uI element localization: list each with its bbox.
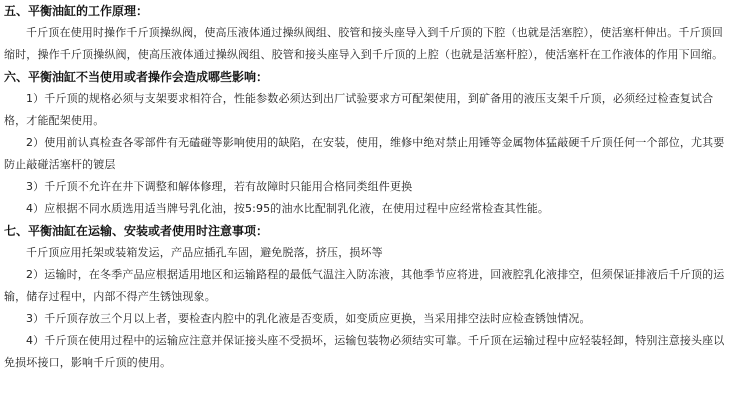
- section-heading-improper-use: 六、平衡油缸不当使用或者操作会造成哪些影响：: [4, 70, 269, 84]
- paragraph-precautions-4: 4）千斤顶在使用过程中的运输应注意并保证接头座不受损坏，运输包装物必须结实可靠。千斤顶在运输过程中应轻装轻卸，特别注意接头座以免损坏接口，影响千斤顶的使用。: [4, 334, 725, 369]
- paragraph-improper-use-2: 2）使用前认真检查各零部件有无磕碰等影响使用的缺陷，在安装，使用，维修中绝对禁止用锤等金属物体猛敲硬千斤顶任何一个部位，尤其要防止敲碰活塞杆的镀层: [4, 136, 725, 171]
- paragraph-precautions-2: 2）运输时，在冬季产品应根据适用地区和运输路程的最低气温注入防冻液，其他季节应将进，回液腔乳化液排空，但须保证排液后千斤顶的运输，储存过程中，内部不得产生锈蚀现象。: [4, 268, 725, 303]
- section-heading-precautions: 七、平衡油缸在运输、安装或者使用时注意事项：: [4, 224, 269, 238]
- paragraph-precautions-1: 千斤顶应用托架或装箱发运，产品应插孔车固，避免脱落，挤压，损坏等: [26, 246, 383, 259]
- paragraph-improper-use-3: 3）千斤顶不允许在井下调整和解体修理，若有故障时只能用合格同类组件更换: [26, 180, 413, 193]
- paragraph-improper-use-1: 1）千斤顶的规格必须与支架要求相符合，性能参数必须达到出厂试验要求方可配架使用，到矿备用的液压支架千斤顶，必须经过检查复试合格，才能配架使用。: [4, 92, 714, 127]
- paragraph-improper-use-4: 4）应根据不同水质选用适当牌号乳化油，按5:95的油水比配制乳化液，在使用过程中应经常检查其性能。: [26, 202, 550, 215]
- section-heading-working-principle: 五、平衡油缸的工作原理：: [4, 4, 149, 18]
- paragraph-working-principle: 千斤顶在使用时操作千斤顶操纵阀，使高压液体通过操纵阀组、胶管和接头座导入到千斤顶的下腔（也就是活塞腔），使活塞杆伸出。千斤顶回缩时，操作千斤顶操纵阀，使高压液体通过操纵阀组、胶管和接头座导入到千斤顶的上腔（也就是活塞杆腔），使活塞杆在工作液体的作用下回缩。: [4, 26, 724, 61]
- paragraph-precautions-3: 3）千斤顶存放三个月以上者，要检查内腔中的乳化液是否变质，如变质应更换，当采用排空法时应检查锈蚀情况。: [26, 312, 591, 325]
